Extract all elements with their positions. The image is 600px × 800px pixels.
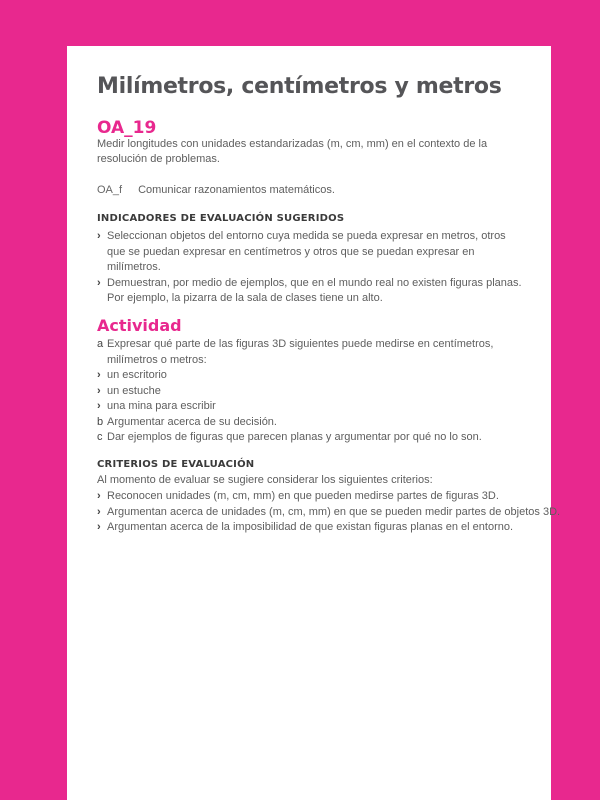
item-letter: c xyxy=(97,431,103,443)
list-item: › Reconocen unidades (m, cm, mm) en que pueden medirse partes de figuras 3D. xyxy=(97,489,537,505)
list-item: › Argumentan acerca de unidades (m, cm, mm) en que se pueden medir partes de objetos 3D. xyxy=(97,505,537,521)
activity-item-a: a Expresar qué parte de las figuras 3D siguientes puede medirse en centímetros, milímetros o metros: xyxy=(97,338,494,366)
item-letter: b xyxy=(97,415,104,428)
chevron-right-icon: › xyxy=(97,384,101,397)
list-item: › un estuche xyxy=(97,384,527,400)
oa-f-code: OA_f xyxy=(97,184,123,196)
indicators-heading: INDICADORES DE EVALUACIÓN SUGERIDOS xyxy=(97,213,345,224)
document-page xyxy=(67,46,561,800)
list-item: › una mina para escribir xyxy=(97,399,527,415)
activity-item-b: b Argumentar acerca de su decisión. xyxy=(97,415,527,431)
activity-heading: Actividad xyxy=(97,316,182,335)
list-item: › Demuestran, por medio de ejemplos, que en el mundo real no existen figuras planas. Por ejemplo, la pizarra de la sala de clases tiene un alto. xyxy=(97,276,522,304)
chevron-right-icon: › xyxy=(97,369,101,381)
chevron-right-icon: › xyxy=(97,521,101,533)
activity-item-c: c Dar ejemplos de figuras que parecen planas y argumentar por qué no lo son. xyxy=(97,430,527,446)
list-item: › un escritorio xyxy=(97,368,527,384)
oa-f-text: Comunicar razonamientos matemáticos. xyxy=(138,184,335,196)
list-item: › Argumentan acerca de la imposibilidad de que existan figuras planas en el entorno. xyxy=(97,520,537,536)
oa-code: OA_19 xyxy=(97,118,157,138)
criteria-heading: CRITERIOS DE EVALUACIÓN xyxy=(97,459,255,470)
indicators-list xyxy=(97,229,527,307)
chevron-right-icon: › xyxy=(97,230,101,242)
activity-list xyxy=(97,337,527,446)
activity-subitems xyxy=(97,368,527,415)
criteria-list xyxy=(97,489,561,536)
chevron-right-icon: › xyxy=(97,276,101,289)
chevron-right-icon: › xyxy=(97,400,101,412)
item-letter: a xyxy=(97,338,104,350)
list-item: › Seleccionan objetos del entorno cuya medida se pueda expresar en metros, otros que se puedan expresar en centímetros y otros que se puedan expresar en milímetros. xyxy=(97,230,506,273)
oa-description: Medir longitudes con unidades estandarizadas (m, cm, mm) en el contexto de la resolución de problemas. xyxy=(97,138,488,165)
oa-f-row xyxy=(97,184,335,196)
chevron-right-icon: › xyxy=(97,490,101,502)
page-title: Milímetros, centímetros y metros xyxy=(97,74,502,99)
chevron-right-icon: › xyxy=(97,505,101,518)
criteria-intro: Al momento de evaluar se sugiere considerar los siguientes criterios: xyxy=(97,474,433,486)
